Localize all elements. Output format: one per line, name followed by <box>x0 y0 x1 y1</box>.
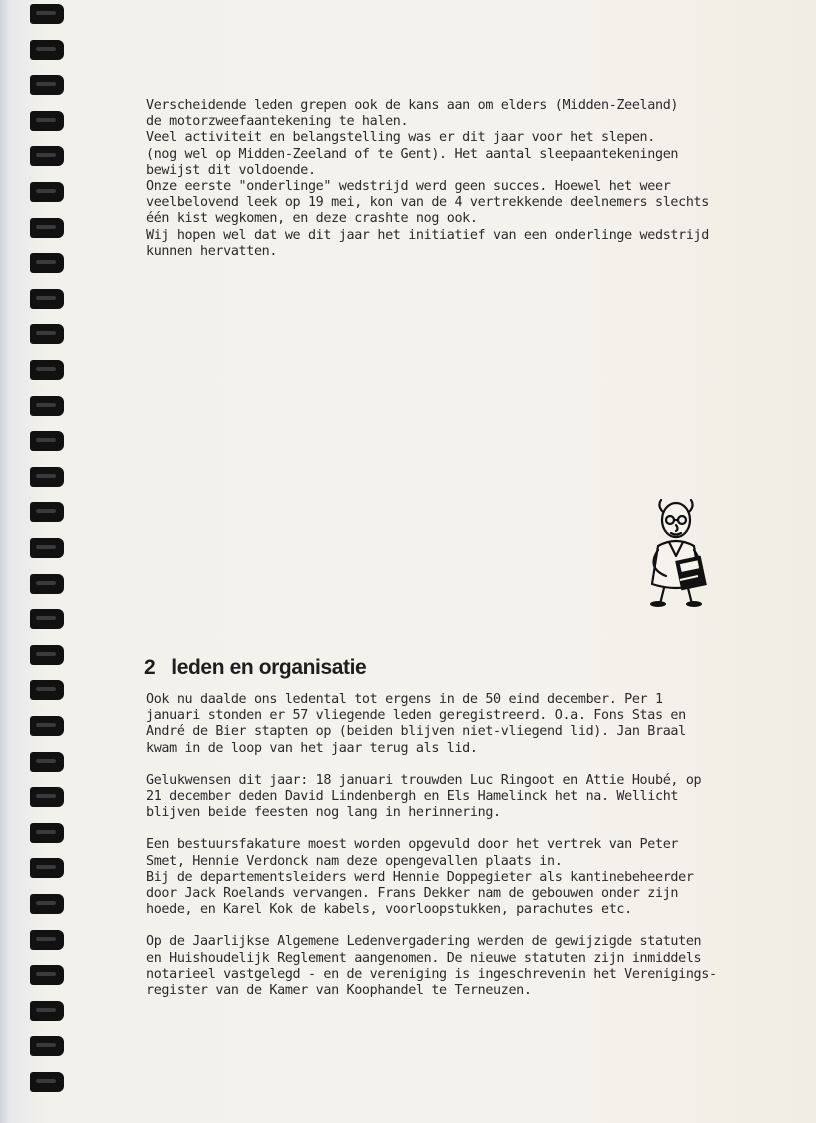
section-title: leden en organisatie <box>171 656 367 679</box>
section-heading <box>144 656 366 680</box>
text-line: hoede, en Karel Kok de kabels, voorloopstukken, parachutes etc. <box>146 902 632 918</box>
binding-ring <box>30 431 64 451</box>
paragraph <box>146 692 746 757</box>
text-line: kwam in de loop van het jaar terug als lid. <box>146 740 478 756</box>
paragraph <box>146 934 746 999</box>
binding-ring <box>30 645 64 665</box>
binding-ring <box>30 894 64 914</box>
binding-ring <box>30 182 64 202</box>
text-line: Wij hopen wel dat we dit jaar het initiatief van een onderlinge wedstrijd <box>146 227 709 243</box>
binding-ring <box>30 823 64 843</box>
binding-ring <box>30 1036 64 1056</box>
binding-ring <box>30 538 64 558</box>
text-line: door Jack Roelands vervangen. Frans Dekker nam de gebouwen onder zijn <box>146 886 679 902</box>
text-line: Ook nu daalde ons ledental tot ergens in de 50 eind december. Per 1 <box>146 692 663 707</box>
binding-ring <box>30 396 64 416</box>
binding-ring <box>30 467 64 487</box>
binding-ring <box>30 146 64 166</box>
text-line: Een bestuursfakature moest worden opgevuld door het vertrek van Peter <box>146 837 679 853</box>
text-line: Veel activiteit en belangstelling was er dit jaar voor het slepen. <box>146 130 655 146</box>
paragraph <box>146 773 746 822</box>
section-number: 2 <box>144 656 156 679</box>
binding-ring <box>30 1001 64 1021</box>
text-line: veelbelovend leek op 19 mei, kon van de 4 vertrekkende deelnemers slechts <box>146 195 709 211</box>
binding-ring <box>30 858 64 878</box>
binding-ring <box>30 218 64 238</box>
binding-ring <box>30 360 64 380</box>
binding-ring <box>30 609 64 629</box>
intro-paragraph <box>146 98 746 260</box>
binding-ring <box>30 752 64 772</box>
text-line: één kist wegkomen, en deze crashte nog ook. <box>146 211 478 227</box>
binding-ring <box>30 502 64 522</box>
binding-ring <box>30 787 64 807</box>
text-line: notarieel vastgelegd - en de vereniging is ingeschrevenin het Verenigings- <box>146 966 717 982</box>
binding-ring <box>30 4 64 24</box>
binding-ring <box>30 324 64 344</box>
text-line: blijven beide feesten nog lang in herinnering. <box>146 805 501 821</box>
text-line: Verscheidende leden grepen ook de kans aan om elders (Midden-Zeeland) <box>146 98 679 113</box>
binding-ring <box>30 574 64 594</box>
binding-ring <box>30 716 64 736</box>
text-line: Gelukwensen dit jaar: 18 januari trouwden Luc Ringoot en Attie Houbé, op <box>146 772 702 788</box>
binding-ring <box>30 253 64 273</box>
text-line: register van de Kamer van Koophandel te Terneuzen. <box>146 983 532 999</box>
text-line: kunnen hervatten. <box>146 243 278 259</box>
text-line: en Huishoudelijk Reglement aangenomen. De nieuwe statuten zijn inmiddels <box>146 950 702 966</box>
paragraph-gap <box>146 918 746 934</box>
binding-ring <box>30 1072 64 1092</box>
text-line: Bij de departementsleiders werd Hennie Doppegieter als kantinebeheerder <box>146 869 694 885</box>
binding-ring <box>30 40 64 60</box>
text-line: januari stonden er 57 vliegende leden geregistreerd. O.a. Fons Stas en <box>146 708 686 724</box>
binding-ring <box>30 930 64 950</box>
paragraph-gap <box>146 757 746 773</box>
spiral-binding <box>0 0 70 1123</box>
cartoon-man-reading-icon <box>636 498 726 608</box>
text-line: (nog wel op Midden-Zeeland of te Gent). Het aantal sleepaantekeningen <box>146 146 679 162</box>
section-body <box>146 692 746 999</box>
text-line: André de Bier stapten op (beiden blijven niet-vliegend lid). Jan Braal <box>146 724 686 740</box>
text-line: de motorzweefaantekening te halen. <box>146 114 409 130</box>
paragraph <box>146 837 746 918</box>
binding-ring <box>30 680 64 700</box>
binding-ring <box>30 965 64 985</box>
text-line: Onze eerste "onderlinge" wedstrijd werd geen succes. Hoewel het weer <box>146 179 671 195</box>
text-line: bewijst dit voldoende. <box>146 162 316 178</box>
text-line: Op de Jaarlijkse Algemene Ledenvergadering werden de gewijzigde statuten <box>146 934 702 950</box>
binding-ring <box>30 111 64 131</box>
paragraph-gap <box>146 821 746 837</box>
text-line: Smet, Hennie Verdonck nam deze opengevallen plaats in. <box>146 853 563 869</box>
text-line: 21 december deden David Lindenbergh en Els Hamelinck het na. Wellicht <box>146 789 679 805</box>
binding-ring <box>30 289 64 309</box>
binding-ring <box>30 75 64 95</box>
